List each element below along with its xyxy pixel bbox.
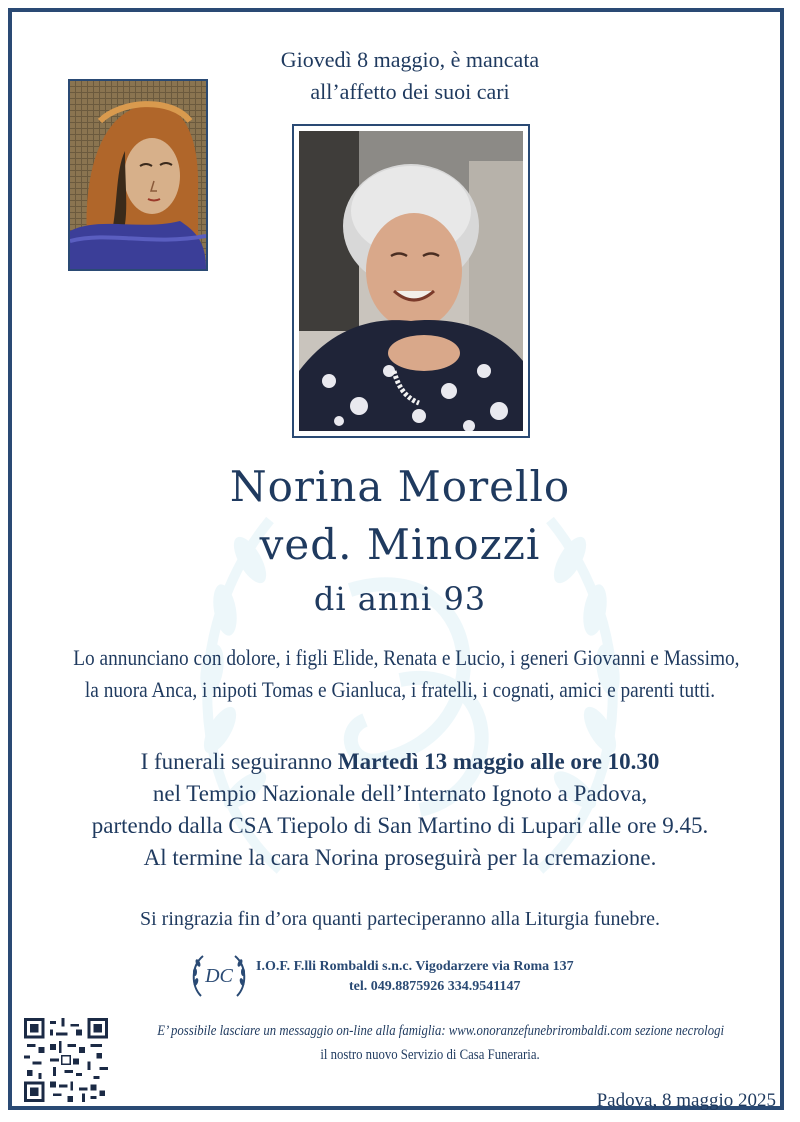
online-message-line-2: il nostro nuovo Servizio di Casa Funeraria. bbox=[320, 1047, 540, 1063]
funeral-home-logo bbox=[189, 948, 249, 1004]
funeral-line-1 bbox=[20, 746, 780, 778]
online-message-notice bbox=[157, 1019, 725, 1067]
funeral-home-info bbox=[256, 957, 676, 997]
madonna-icon-image bbox=[68, 79, 208, 271]
family-announcement bbox=[73, 642, 740, 706]
logo-letters: DC bbox=[205, 965, 233, 987]
funeral-home-name: I.O.F. F.lli Rombaldi s.n.c. Vigodarzere via Roma 137 bbox=[256, 959, 574, 974]
header-line-2: all’affetto dei suoi cari bbox=[310, 79, 510, 104]
funeral-date-time: Martedì 13 maggio alle ore 10.30 bbox=[337, 749, 660, 774]
deceased-married-name: ved. Minozzi bbox=[259, 520, 541, 569]
funeral-line-3: partendo dalla CSA Tiepolo di San Martino di Lupari alle ore 9.45. bbox=[91, 813, 709, 838]
header-announcement bbox=[210, 44, 610, 108]
thanks-text: Si ringrazia fin d’ora quanti parteciperanno alla Liturgia funebre. bbox=[140, 908, 660, 930]
funeral-home-phone: tel. 049.8875926 334.9541147 bbox=[349, 979, 521, 994]
announcement-line-1: Lo annunciano con dolore, i figli Elide, Renata e Lucio, i generi Giovanni e Massimo, bbox=[73, 645, 740, 670]
online-message-line-1: E’ possibile lasciare un messaggio on-line alla famiglia: www.onoranzefunebrirombaldi.com sezione necrologi bbox=[157, 1023, 725, 1039]
place-and-date: Padova, 8 maggio 2025 bbox=[596, 1090, 776, 1111]
qr-code[interactable] bbox=[24, 1018, 108, 1102]
deceased-age: di anni 93 bbox=[313, 580, 487, 618]
announcement-line-2: la nuora Anca, i nipoti Tomas e Gianluca, i fratelli, i cognati, amici e parenti tutti. bbox=[84, 677, 716, 702]
funeral-details bbox=[20, 746, 780, 874]
header-line-1: Giovedì 8 maggio, è mancata bbox=[280, 47, 540, 72]
funeral-line-2: nel Tempio Nazionale dell’Internato Ignoto a Padova, bbox=[152, 781, 648, 806]
deceased-portrait-photo bbox=[292, 124, 530, 438]
deceased-name: Norina Morello bbox=[229, 462, 571, 511]
funeral-line-1-prefix: I funerali seguiranno bbox=[140, 749, 338, 774]
funeral-line-4: Al termine la cara Norina proseguirà per la cremazione. bbox=[143, 845, 657, 870]
